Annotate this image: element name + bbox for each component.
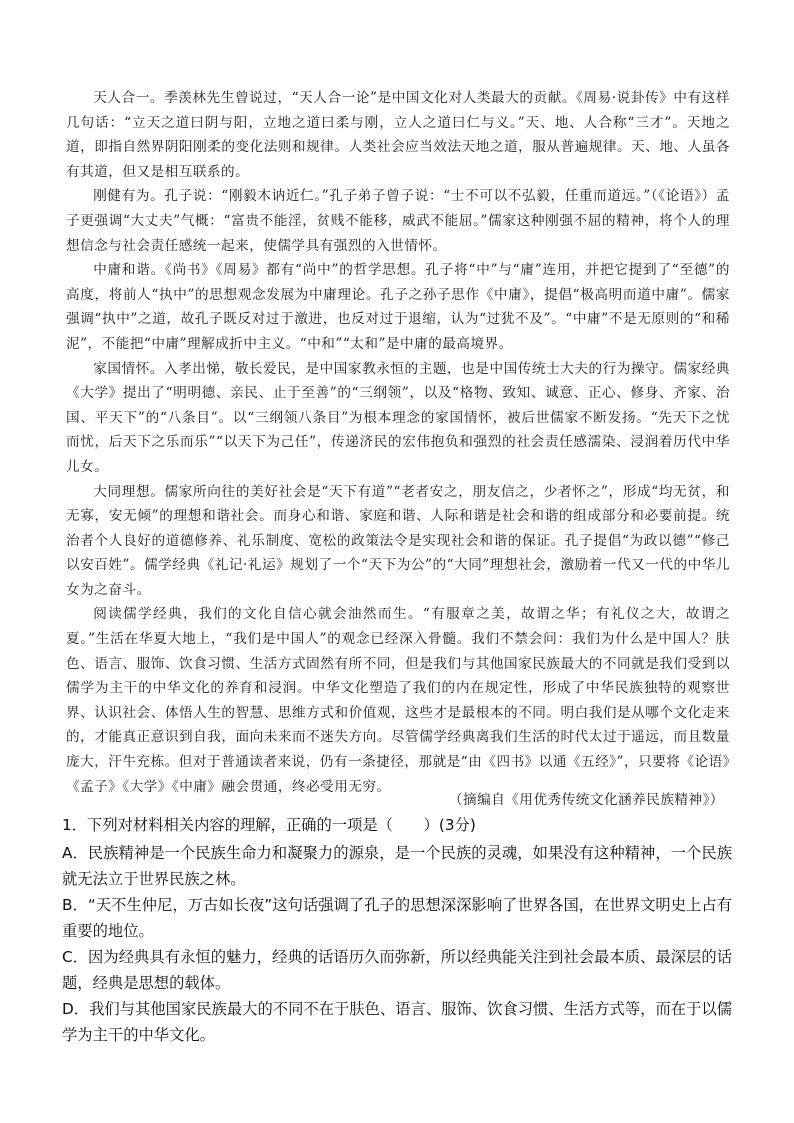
paragraph-gangjian-youwei: 刚健有为。孔子说：“刚毅木讷近仁。”孔子弟子曾子说：“士不可以不弘毅，任重而道远。”（《论语》）孟子更强调“大丈夫”气概：“富贵不能淫，贫贱不能移，威武不能屈。”儒家这种刚强不屈的精神，将个人的理想信念与社会责任感统一起来，使儒学具有强烈的入世情怀。 xyxy=(66,188,730,254)
option-b[interactable]: B．“天不生仲尼，万古如长夜”这句话强调了孔子的思想深深影响了世界各国，在世界文明史上占有重要的地位。 xyxy=(62,896,732,940)
option-c[interactable]: C．因为经典具有永恒的魅力，经典的话语历久而弥新，所以经典能关注到社会最本质、最深层的话题，经典是思想的载体。 xyxy=(62,948,732,992)
paragraph-tianren-heyi: 天人合一。季羡林先生曾说过，“天人合一论”是中国文化对人类最大的贡献。《周易·说卦传》中有这样几句话：“立天之道曰阴与阳，立地之道曰柔与刚，立人之道曰仁与义。”天、地、人合称“三才”。天地之道，即指自然界阴阳刚柔的变化法则和规律。人类社会应当效法天地之道，服从普遍规律。天、地、人虽各有其道，但又是相互联系的。 xyxy=(66,90,730,180)
paragraph-zhongyong-hexie: 中庸和谐。《尚书》《周易》都有“尚中”的哲学思想。孔子将“中”与“庸”连用，并把它提到了“至德”的高度，将前人“执中”的思想观念发展为中庸理论。孔子之孙子思作《中庸》，提倡“极高明而道中庸”。儒家强调“执中”之道，故孔子既反对过于激进，也反对过于退缩，认为“过犹不及”。“中庸”不是无原则的“和稀泥”，不能把“中庸”理解成折中主义。“中和”“太和”是中庸的最高境界。 xyxy=(66,262,730,352)
question-1 xyxy=(62,812,732,1048)
option-a[interactable]: A．民族精神是一个民族生命力和凝聚力的源泉，是一个民族的灵魂，如果没有这种精神，一个民族就无法立于世界民族之林。 xyxy=(62,844,732,888)
paragraph-datong-lixiang: 大同理想。儒家所向往的美好社会是“天下有道”“老者安之，朋友信之，少者怀之”，形成“均无贫，和无寡，安无倾”的理想和谐社会。而身心和谐、家庭和谐、人际和谐是社会和谐的组成部分和必要前提。统治者个人良好的道德修养、礼乐制度、宽松的政策法令是实现社会和谐的保证。孔子提倡“为政以德”“修己以安百姓”。儒学经典《礼记·礼运》规划了一个“天下为公”的“大同”理想社会，激励着一代又一代的中华儿女为之奋斗。 xyxy=(66,483,730,598)
source-citation: （摘编自《用优秀传统文化涵养民族精神》） xyxy=(448,792,724,808)
reading-passage xyxy=(66,86,730,799)
paragraph-jiaguo-qinghuai: 家国情怀。入孝出悌，敬长爱民，是中国家教永恒的主题，也是中国传统士大夫的行为操守。儒家经典《大学》提出了“明明德、亲民、止于至善”的“三纲领”，以及“格物、致知、诚意、正心、修身、齐家、治国、平天下”的“八条目”。以“三纲领八条目”为根本理念的家国情怀，被后世儒家不断发扬。“先天下之忧而忧，后天下之乐而乐”“以天下为己任”，传递济民的宏伟抱负和强烈的社会责任感濡染、浸润着历代中华儿女。 xyxy=(66,360,730,475)
option-d[interactable]: D．我们与其他国家民族最大的不同不在于肤色、语言、服饰、饮食习惯、生活方式等，而在于以儒学为主干的中华文化。 xyxy=(62,1000,732,1044)
paragraph-yuedu-jingdian: 阅读儒学经典，我们的文化自信心就会油然而生。“有服章之美，故谓之华；有礼仪之大，故谓之夏。”生活在华夏大地上，“我们是中国人”的观念已经深入骨髓。我们不禁会问：我们为什么是中国人？肤色、语言、服饰、饮食习惯、生活方式固然有所不同，但是我们与其他国家民族最大的不同就是我们受到以儒学为主干的中华文化的养育和浸润。中华文化塑造了我们的内在规定性，形成了中华民族独特的观察世界、认识社会、体悟人生的智慧、思维方式和价值观，这些才是最根本的不同。明白我们是从哪个文化走来的，才能真正意识到自我，面向未来而不迷失方向。尽管儒学经典离我们生活的时代太过于遥远，而且数量庞大，汗牛充栋。但对于普通读者来说，仍有一条捷径，那就是“由《四书》以通《五经》”，只要将《论语》《孟子》《大学》《中庸》融会贯通，终必受用无穷。 xyxy=(66,606,730,795)
question-stem: 1．下列对材料相关内容的理解，正确的一项是（ ）(3分) xyxy=(62,816,476,834)
